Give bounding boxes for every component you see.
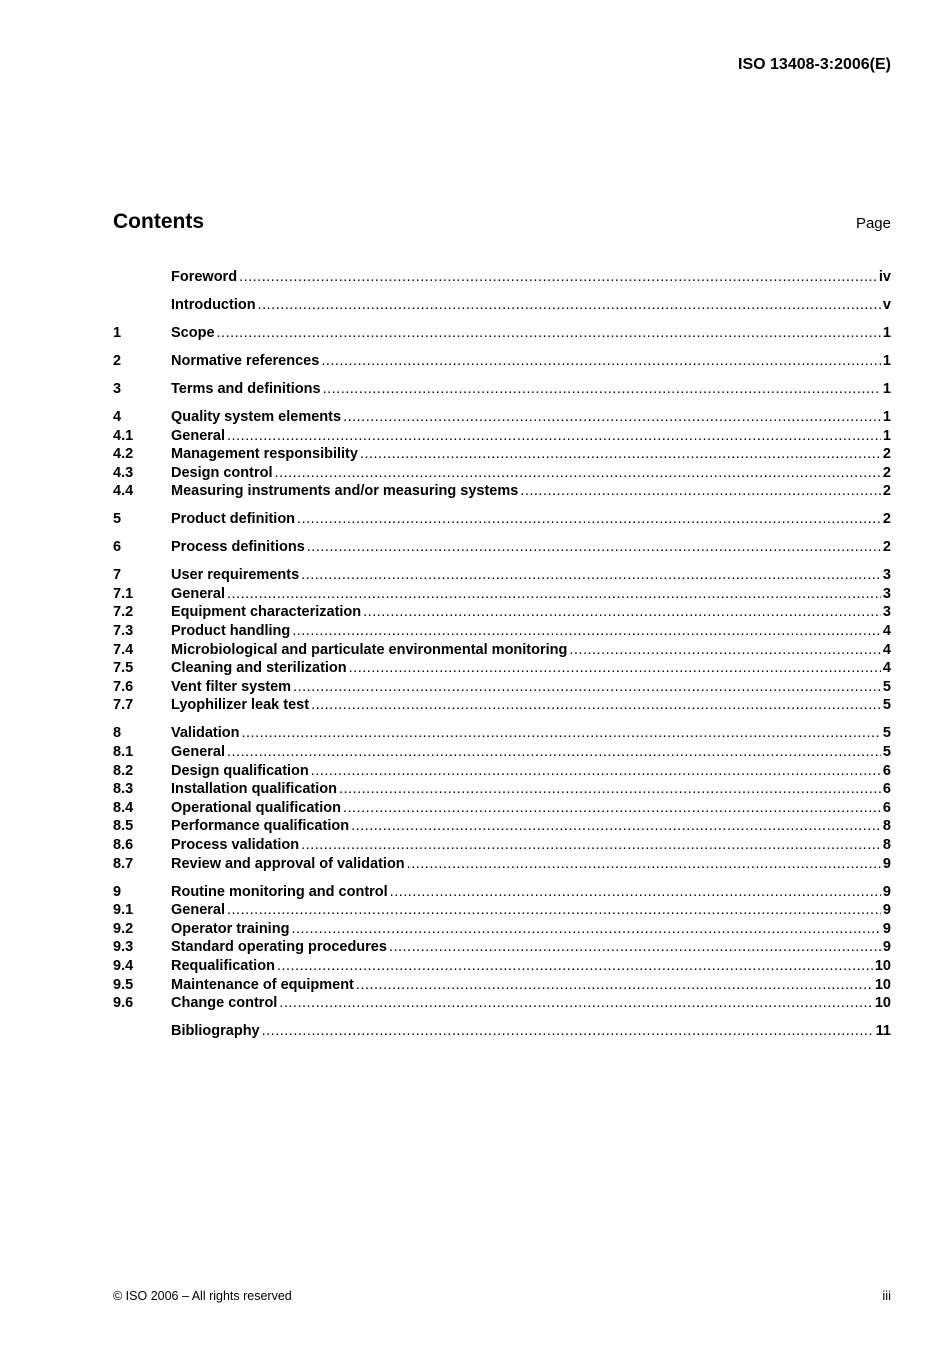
toc-group xyxy=(113,538,891,557)
toc-entry-title: Installation qualification xyxy=(171,781,337,798)
toc-entry-title: General xyxy=(171,427,225,444)
toc-dot-leader xyxy=(277,957,873,976)
toc-entry-title: Cleaning and sterilization xyxy=(171,660,347,677)
toc-entry-title: Validation xyxy=(171,725,240,742)
toc-entry[interactable] xyxy=(113,352,891,371)
toc-entry-page: 6 xyxy=(882,799,891,816)
toc-entry-page: 1 xyxy=(882,408,891,425)
toc-entry-title: Operational qualification xyxy=(171,799,341,816)
toc-entry-title: Product definition xyxy=(171,511,296,528)
toc-entry-number: 8.2 xyxy=(113,762,134,779)
toc-entry-number: 9.5 xyxy=(113,976,134,993)
toc-entry-title: Change control xyxy=(171,995,278,1012)
toc-group xyxy=(113,296,891,315)
toc-dot-leader xyxy=(360,445,881,464)
toc-entry-title: Terms and definitions xyxy=(171,380,321,397)
toc-entry-title: Performance qualification xyxy=(171,818,350,835)
toc-entry[interactable] xyxy=(113,324,891,343)
toc-entry-page: 9 xyxy=(882,855,891,872)
toc-dot-leader xyxy=(293,678,881,697)
toc-entry-page: 2 xyxy=(882,539,891,556)
toc-entry-page: 9 xyxy=(882,883,891,900)
toc-dot-leader xyxy=(307,538,881,557)
toc-entry-page: 1 xyxy=(882,380,891,397)
toc-entry[interactable] xyxy=(113,427,891,446)
toc-entry-number: 7.3 xyxy=(113,623,134,640)
toc-group xyxy=(113,566,891,715)
toc-entry-title: User requirements xyxy=(171,567,300,584)
toc-entry-page: iv xyxy=(878,269,891,285)
toc-dot-leader xyxy=(291,920,880,939)
toc-group xyxy=(113,324,891,343)
toc-entry-title: Maintenance of equipment xyxy=(171,976,354,993)
toc-dot-leader xyxy=(311,762,881,781)
toc-entry-page: 4 xyxy=(882,623,891,640)
toc-entry-page: 5 xyxy=(882,743,891,760)
toc-entry-title: Foreword xyxy=(171,269,238,285)
toc-entry-page: 8 xyxy=(882,818,891,835)
toc-dot-leader xyxy=(351,817,881,836)
toc-dot-leader xyxy=(343,799,881,818)
toc-dot-leader xyxy=(389,938,881,957)
toc-dot-leader xyxy=(301,836,881,855)
toc-dot-leader xyxy=(227,901,881,920)
toc-entry-page: 2 xyxy=(882,511,891,528)
toc-entry[interactable] xyxy=(113,482,891,501)
toc-entry-title: Microbiological and particulate environmental monitoring xyxy=(171,641,568,658)
toc-entry-title: Requalification xyxy=(171,957,275,974)
toc-dot-leader xyxy=(242,724,881,743)
toc-entry[interactable] xyxy=(113,380,891,399)
toc-entry[interactable] xyxy=(113,641,891,660)
toc-entry-page: 5 xyxy=(882,678,891,695)
toc-dot-leader xyxy=(279,994,873,1013)
toc-entry-title: Review and approval of validation xyxy=(171,855,405,872)
toc-group xyxy=(113,883,891,1013)
toc-entry-number: 7.5 xyxy=(113,660,134,677)
toc-entry-page: 9 xyxy=(882,902,891,919)
toc-entry[interactable] xyxy=(113,762,891,781)
toc-group xyxy=(113,510,891,529)
toc-entry-number: 5 xyxy=(113,511,122,528)
toc-entry[interactable] xyxy=(113,268,891,287)
toc-entry-title: General xyxy=(171,585,225,602)
toc-entry-title: Design qualification xyxy=(171,762,309,779)
toc-dot-leader xyxy=(349,659,881,678)
toc-entry[interactable] xyxy=(113,920,891,939)
toc-entry-number: 7.6 xyxy=(113,678,134,695)
toc-entry-page: 3 xyxy=(882,567,891,584)
toc-entry-page: 3 xyxy=(882,604,891,621)
toc-entry-number: 8 xyxy=(113,725,122,742)
toc-dot-leader xyxy=(217,324,881,343)
toc-entry-title: Standard operating procedures xyxy=(171,939,387,956)
toc-dot-leader xyxy=(239,268,877,287)
toc-entry[interactable] xyxy=(113,724,891,743)
toc-entry-page: 4 xyxy=(882,660,891,677)
toc-entry-page: 4 xyxy=(882,641,891,658)
toc-entry[interactable] xyxy=(113,696,891,715)
toc-entry-number: 8.7 xyxy=(113,855,134,872)
toc-entry[interactable] xyxy=(113,799,891,818)
toc-entry-number: 7.4 xyxy=(113,641,134,658)
toc-entry-page: 1 xyxy=(882,324,891,341)
toc-entry-title: Product handling xyxy=(171,623,291,640)
toc-group xyxy=(113,1022,891,1041)
toc-entry-page: 10 xyxy=(874,976,891,993)
toc-entry[interactable] xyxy=(113,408,891,427)
toc-entry[interactable] xyxy=(113,976,891,995)
toc-entry-page: 6 xyxy=(882,781,891,798)
toc-entry[interactable] xyxy=(113,938,891,957)
toc-entry[interactable] xyxy=(113,296,891,315)
toc-dot-leader xyxy=(323,380,881,399)
toc-entry-page: 2 xyxy=(882,446,891,463)
toc-group xyxy=(113,380,891,399)
toc-entry[interactable] xyxy=(113,836,891,855)
toc-dot-leader xyxy=(321,352,881,371)
toc-dot-leader xyxy=(343,408,881,427)
page-column-label: Page xyxy=(855,215,891,232)
toc-entry-number: 9.2 xyxy=(113,920,134,937)
toc-dot-leader xyxy=(227,743,881,762)
toc-entry[interactable] xyxy=(113,957,891,976)
toc-dot-leader xyxy=(311,696,881,715)
toc-entry[interactable] xyxy=(113,1022,891,1041)
footer-copyright: © ISO 2006 – All rights reserved xyxy=(113,1289,292,1303)
toc-entry[interactable] xyxy=(113,622,891,641)
toc-dot-leader xyxy=(275,464,881,483)
toc-entry-page: 11 xyxy=(875,1023,891,1040)
toc-entry-number: 8.3 xyxy=(113,781,134,798)
toc-dot-leader xyxy=(258,296,881,315)
toc-entry-number: 8.6 xyxy=(113,836,134,853)
toc-entry-page: 10 xyxy=(874,957,891,974)
toc-entry[interactable] xyxy=(113,780,891,799)
toc-entry-page: 9 xyxy=(882,920,891,937)
toc-dot-leader xyxy=(339,780,881,799)
footer-page-number: iii xyxy=(882,1288,891,1303)
toc-entry-title: Bibliography xyxy=(171,1023,260,1040)
toc-entry-number: 4.2 xyxy=(113,446,134,463)
toc-entry-number: 9 xyxy=(113,883,122,900)
toc-entry-title: Management responsibility xyxy=(171,446,358,463)
toc-entry-page: 3 xyxy=(882,585,891,602)
toc-dot-leader xyxy=(262,1022,874,1041)
toc-entry-page: 1 xyxy=(882,427,891,444)
toc-entry[interactable] xyxy=(113,855,891,874)
toc-entry-title: Process validation xyxy=(171,836,300,853)
toc-dot-leader xyxy=(227,427,881,446)
toc-dot-leader xyxy=(356,976,873,995)
toc-entry-number: 1 xyxy=(113,324,122,341)
toc-dot-leader xyxy=(301,566,881,585)
toc-entry[interactable] xyxy=(113,883,891,902)
toc-entry[interactable] xyxy=(113,445,891,464)
toc-entry-title: Normative references xyxy=(171,352,320,369)
toc-entry-title: Vent filter system xyxy=(171,678,292,695)
toc-entry-number: 7.7 xyxy=(113,697,134,714)
toc-entry-number: 9.1 xyxy=(113,902,134,919)
toc-entry-title: Quality system elements xyxy=(171,408,342,425)
toc-entry-number: 2 xyxy=(113,352,122,369)
toc-dot-leader xyxy=(292,622,881,641)
toc-entry-number: 4.1 xyxy=(113,427,134,444)
toc-entry[interactable] xyxy=(113,510,891,529)
toc-entry-title: Measuring instruments and/or measuring systems xyxy=(171,483,519,500)
toc-entry-title: General xyxy=(171,743,225,760)
toc-entry-number: 9.4 xyxy=(113,957,134,974)
toc-entry-title: Routine monitoring and control xyxy=(171,883,388,900)
toc-entry-number: 6 xyxy=(113,539,122,556)
toc-entry-number: 3 xyxy=(113,380,122,397)
toc-dot-leader xyxy=(227,585,881,604)
toc-dot-leader xyxy=(407,855,881,874)
toc-entry-number: 7 xyxy=(113,567,122,584)
toc-entry-page: v xyxy=(882,296,891,313)
toc-entry[interactable] xyxy=(113,603,891,622)
toc-dot-leader xyxy=(569,641,881,660)
toc-entry-title: Scope xyxy=(171,324,215,341)
toc-entry-page: 6 xyxy=(882,762,891,779)
contents-heading: Contents xyxy=(113,210,204,233)
toc-entry-page: 8 xyxy=(882,836,891,853)
toc-entry-number: 9.3 xyxy=(113,939,134,956)
toc-entry-title: Design control xyxy=(171,464,273,481)
toc-dot-leader xyxy=(297,510,881,529)
toc-entry[interactable] xyxy=(113,994,891,1013)
toc-dot-leader xyxy=(363,603,881,622)
toc-entry-number: 7.1 xyxy=(113,585,134,602)
toc-entry-page: 5 xyxy=(882,725,891,742)
toc-dot-leader xyxy=(390,883,881,902)
toc-entry-number: 8.4 xyxy=(113,799,134,816)
table-of-contents xyxy=(113,268,891,1050)
toc-dot-leader xyxy=(520,482,881,501)
toc-entry[interactable] xyxy=(113,585,891,604)
toc-entry[interactable] xyxy=(113,566,891,585)
toc-entry[interactable] xyxy=(113,901,891,920)
toc-group xyxy=(113,724,891,873)
toc-entry[interactable] xyxy=(113,538,891,557)
toc-group xyxy=(113,352,891,371)
toc-entry-number: 8.5 xyxy=(113,818,134,835)
toc-entry[interactable] xyxy=(113,464,891,483)
toc-entry[interactable] xyxy=(113,678,891,697)
toc-entry-title: Equipment characterization xyxy=(171,604,362,621)
toc-entry-title: Process definitions xyxy=(171,539,305,556)
toc-entry[interactable] xyxy=(113,743,891,762)
toc-entry-title: Introduction xyxy=(171,296,256,313)
toc-entry[interactable] xyxy=(113,817,891,836)
toc-entry-page: 2 xyxy=(882,464,891,481)
toc-entry-title: General xyxy=(171,902,225,919)
toc-entry-number: 7.2 xyxy=(113,604,134,621)
toc-entry-page: 9 xyxy=(882,939,891,956)
toc-entry-number: 8.1 xyxy=(113,743,134,760)
toc-entry-title: Lyophilizer leak test xyxy=(171,697,310,714)
toc-entry-page: 5 xyxy=(882,697,891,714)
toc-entry[interactable] xyxy=(113,659,891,678)
toc-group xyxy=(113,268,891,287)
toc-entry-number: 4.3 xyxy=(113,464,134,481)
toc-entry-page: 1 xyxy=(882,352,891,369)
toc-entry-number: 4 xyxy=(113,408,122,425)
toc-group xyxy=(113,408,891,501)
toc-entry-title: Operator training xyxy=(171,920,290,937)
toc-entry-number: 4.4 xyxy=(113,483,134,500)
toc-entry-page: 2 xyxy=(882,483,891,500)
toc-entry-number: 9.6 xyxy=(113,995,134,1012)
document-id: ISO 13408-3:2006(E) xyxy=(738,56,891,73)
toc-entry-page: 10 xyxy=(874,995,891,1012)
